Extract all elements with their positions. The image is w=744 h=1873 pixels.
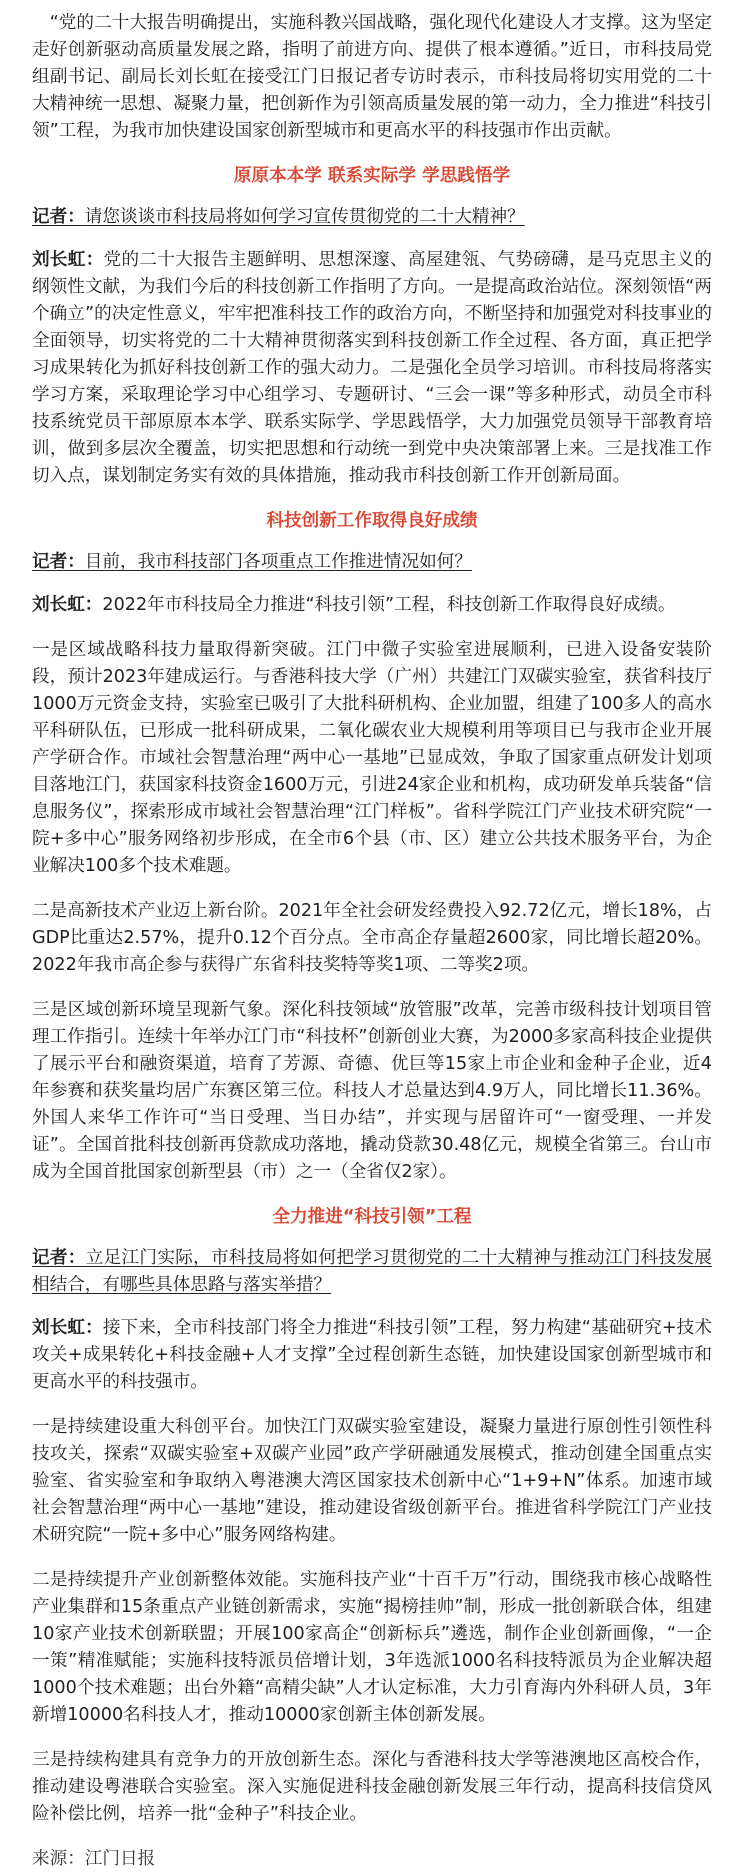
section-heading: 原原本本学 联系实际学 学思践悟学 [233, 166, 511, 186]
source-credit: 来源：江门日报 [32, 1849, 156, 1869]
body-paragraph: 三是区域创新环境呈现新气象。深化科技领域“放管服”改革，完善市级科技计划项目管理工作指引。连续十年举办江门市“科技杯”创新创业大赛，为2000多家高科技企业提供了展示平台和融资渠道，培育了芳源、奇德、优巨等15家上市企业和金种子企业，近4年参赛和获奖量均居广东赛区第三位。科技人才总量达到4.9万人，同比增长11.36%。外国人来华工作许可“当日受理、当日办结”，并实现与居留许可“一窗受理、一并发证”。全国首批科技创新再贷款成功落地，撬动贷款30.48亿元，规模全省第三。台山市成为全国首批国家创新型县（市）之一（全省仅2家）。 [32, 1000, 712, 1182]
section-2 [32, 508, 712, 1186]
answer-text: 接下来，全市科技部门将全力推进“科技引领”工程，努力构建“基础研究+技术攻关+成果转化+科技金融+人才支撑”全过程创新生态链，加快建设国家创新型城市和更高水平的科技强市。 [32, 1318, 712, 1392]
answer-speaker: 刘长虹： [32, 1318, 103, 1338]
section-3 [32, 1204, 712, 1828]
body-paragraph: 二是高新技术产业迈上新台阶。2021年全社会研发经费投入92.72亿元，增长18%，占GDP比重达2.57%，提升0.12个百分点。全市高企存量超2600家，同比增长超20%。2022年我市高企参与获得广东省科技奖特等奖1项、二等奖2项。 [32, 901, 712, 975]
section-heading: 全力推进“科技引领”工程 [272, 1207, 472, 1227]
reporter-question [32, 1245, 712, 1299]
interviewee-answer [32, 247, 712, 490]
question-speaker: 记者： [32, 1248, 86, 1268]
section-1 [32, 163, 712, 490]
body-paragraph: 一是持续建设重大科创平台。加快江门双碳实验室建设，凝聚力量进行原创性引领性科技攻关，探索“双碳实验室+双碳产业园”政产学研融通发展模式，推动创建全国重点实验室、省实验室和争取纳入粤港澳大湾区国家技术创新中心“1+9+N”体系。加速市域社会智慧治理“两中心一基地”建设，推动建设省级创新平台。推进省科学院江门产业技术研究院“一院+多中心”服务网络构建。 [32, 1417, 712, 1545]
answer-speaker: 刘长虹： [32, 595, 103, 615]
question-text: 请您谈谈市科技局将如何学习宣传贯彻党的二十大精神？ [84, 207, 525, 227]
answer-text: 党的二十大报告主题鲜明、思想深邃、高屋建瓴、气势磅礴，是马克思主义的纲领性文献，为我们今后的科技创新工作指明了方向。一是提高政治站位。深刻领悟“两个确立”的决定性意义，牢牢把准科技工作的政治方向，不断坚持和加强党对科技事业的全面领导，切实将党的二十大精神贯彻落实到科技创新工作全过程、各方面，真正把学习成果转化为抓好科技创新工作的强大动力。二是强化全员学习培训。市科技局将落实学习方案，采取理论学习中心组学习、专题研讨、“三会一课”等多种形式，动员全市科技系统党员干部原原本本学、联系实际学、学思践悟学，大力加强党员领导干部教育培训，做到多层次全覆盖，切实把思想和行动统一到党中央决策部署上来。三是找准工作切入点，谋划制定务实有效的具体措施，推动我市科技创新工作开创新局面。 [32, 250, 712, 486]
answer-speaker: 刘长虹： [32, 250, 104, 270]
body-paragraph: 三是持续构建具有竞争力的开放创新生态。深化与香港科技大学等港澳地区高校合作，推动建设粤港联合实验室。深入实施促进科技金融创新发展三年行动，提高科技信贷风险补偿比例，培养一批“金种子”科技企业。 [32, 1750, 712, 1824]
body-paragraph: 一是区域战略科技力量取得新突破。江门中微子实验室进展顺利，已进入设备安装阶段，预计2023年建成运行。与香港科技大学（广州）共建江门双碳实验室，获省科技厅1000万元资金支持，实验室已吸引了大批科研机构、企业加盟，组建了100多人的高水平科研队伍，已形成一批科研成果，二氧化碳农业大规模利用等项目已与我市企业开展产学研合作。市域社会智慧治理“两中心一基地”已显成效，争取了国家重点研发计划项目落地江门，获国家科技资金1600万元，引进24家企业和机构，成功研发单兵装备“信息服务仪”，探索形成市域社会智慧治理“江门样板”。省科学院江门产业技术研究院“一院+多中心”服务网络初步形成，在全市6个县（市、区）建立公共技术服务平台，为企业解决100多个技术难题。 [32, 640, 712, 876]
section-heading: 科技创新工作取得良好成绩 [266, 511, 478, 531]
interviewee-answer [32, 1315, 712, 1396]
question-text: 立足江门实际，市科技局将如何把学习贯彻党的二十大精神与推动江门科技发展相结合，有哪些具体思路与落实举措？ [32, 1248, 712, 1295]
question-speaker: 记者： [32, 552, 85, 572]
interviewee-answer [32, 592, 712, 619]
reporter-question [32, 549, 712, 576]
question-speaker: 记者： [32, 207, 85, 227]
question-text: 目前，我市科技部门各项重点工作推进情况如何？ [84, 552, 472, 572]
reporter-question [32, 204, 712, 231]
answer-text: 2022年市科技局全力推进“科技引领”工程，科技创新工作取得良好成绩。 [102, 595, 676, 615]
intro-paragraph: “党的二十大报告明确提出，实施科教兴国战略，强化现代化建设人才支撑。这为坚定走好创新驱动高质量发展之路，指明了前进方向、提供了根本遵循。”近日，市科技局党组副书记、副局长刘长虹在接受江门日报记者专访时表示，市科技局将切实用党的二十大精神统一思想、凝聚力量，把创新作为引领高质量发展的第一动力，全力推进“科技引领”工程，为我市加快建设国家创新型城市和更高水平的科技强市作出贡献。 [32, 13, 712, 141]
body-paragraph: 二是持续提升产业创新整体效能。实施科技产业“十百千万”行动，围绕我市核心战略性产业集群和15条重点产业链创新需求，实施“揭榜挂帅”制，形成一批创新联合体，组建10家产业技术创新联盟；开展100家高企“创新标兵”遴选，制作企业创新画像，“一企一策”精准赋能；实施科技特派员倍增计划，3年选派1000名科技特派员为企业解决超1000个技术难题；出台外籍“高精尖缺”人才认定标准，大力引育海内外科研人员，3年新增10000名科技人才，推动10000家创新主体创新发展。 [32, 1570, 712, 1725]
